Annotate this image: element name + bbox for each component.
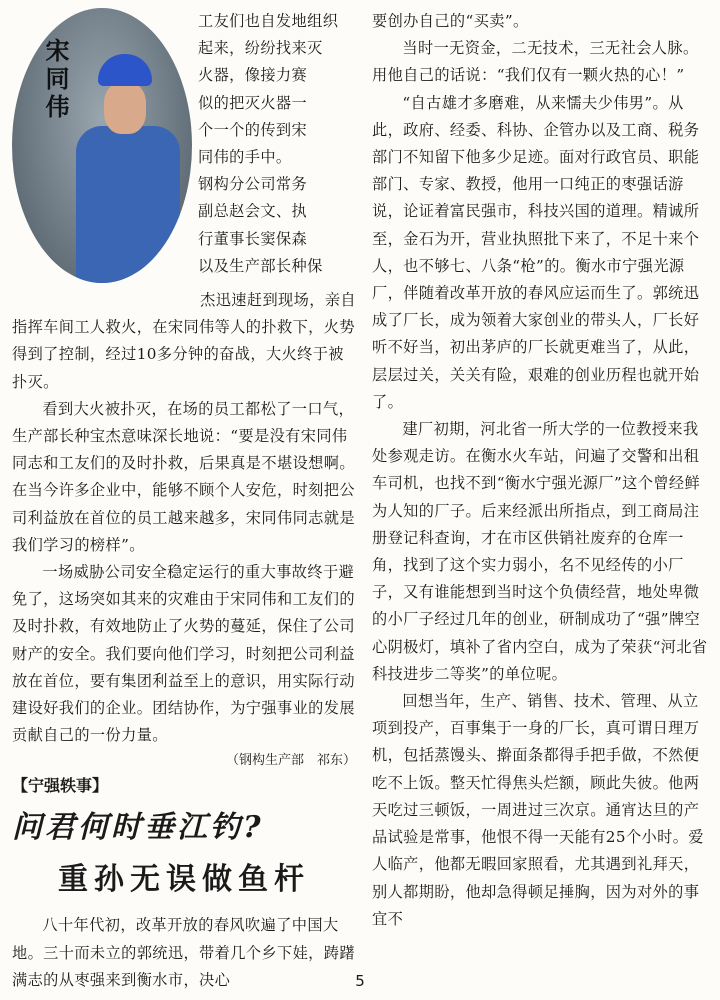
author-credit: （钢构生产部 祁东） xyxy=(225,753,356,769)
wrap-line: 杰迅速赶到现场，亲自 xyxy=(200,291,356,309)
paragraph: 八十年代初，改革开放的春风吹遍了中国大地。三十而未立的郭统迅，带着几个乡下娃，踌躇满志的从枣强来到衡水市，决心 xyxy=(12,916,355,989)
wrap-line: 起来，纷纷找来灭 xyxy=(198,39,323,58)
wrap-line: 火器，像接力赛 xyxy=(198,66,308,85)
right-column xyxy=(372,8,708,933)
paragraph: 一场威胁公司安全稳定运行的重大事故终于避免了，这场突如其来的灾难由于宋同伟和工友们的及时扑救，有效地防止了火势的蔓延，保住了公司财产的安全。我们要向他们学习，时刻把公司利益放在首位，要有集团利益至上的意识，用实际行动建设好我们的企业。团结协作，为宁强事业的发展贡献自己的一份力量。 xyxy=(12,563,355,745)
paragraph: 当时一无资金，二无技术，三无社会人脉。用他自己的话说：“我们仅有一颗火热的心！” xyxy=(372,39,699,85)
paragraph: “自古雄才多磨难，从来懦夫少伟男”。从此，政府、经委、科协、企管办以及工商、税务部门不知留下他多少足迹。面对行政官员、职能部门、专家、教授，他用一口纯正的枣强话游说，论证着富民强市，科技兴国的道理。精诚所至，金石为开，营业执照批下来了，不足十来个人，也不够七、八条“枪”的。衡水市宁强光源厂，伴随着改革开放的春风应运而生了。郭统迅成了厂长，成为领着大家创业的带头人，厂长好听不好当，初出茅庐的厂长就更难当了，从此，层层过关，关关有险，艰难的创业历程也就开始了。 xyxy=(372,93,700,411)
headline-line-1: 问君何时垂江钓? xyxy=(12,810,264,846)
wrap-line: 副总赵会文、执 xyxy=(198,202,308,221)
paragraph: 看到大火被扑灭，在场的员工都松了一口气，生产部长种宝杰意味深长地说：“要是没有宋同伟同志和工友们的及时扑救，后果真是不堪设想啊。在当今许多企业中，能够不顾个人安危，时刻把公司利益放在首位的员工越来越多，宋同伟同志就是我们学习的榜样”。 xyxy=(12,399,355,554)
wrap-line: 工友们也自发地组织 xyxy=(198,12,339,30)
left-column xyxy=(12,8,356,994)
worker-uniform xyxy=(76,126,180,283)
wrap-line: 个一个的传到宋 xyxy=(198,120,308,139)
paragraph: 要创办自己的“买卖”。 xyxy=(372,12,529,30)
paragraph: 指挥车间工人救火，在宋同伟等人的扑救下，火势得到了控制，经过10多分钟的奋战，大火终于被扑灭。 xyxy=(12,318,355,391)
hard-hat-icon xyxy=(98,54,152,86)
wrap-line: 似的把灭火器一 xyxy=(198,93,308,112)
wrap-line: 以及生产部长种保 xyxy=(198,256,323,275)
column-tag: 【宁强轶事】 xyxy=(12,776,109,796)
wrap-line: 行董事长窦保森 xyxy=(198,229,308,248)
portrait-photo xyxy=(12,8,192,283)
headline-line-2: 重孙无误做鱼杆 xyxy=(58,862,310,898)
photo-name-label: 宋同伟 xyxy=(41,38,70,122)
paragraph: 建厂初期，河北省一所大学的一位教授来我处参观走访。在衡水火车站，问遍了交警和出租车司机，也找不到“衡水宁强光源厂”这个曾经鲜为人知的厂子。后来经派出所指点，到工商局注册登记科查询，才在市区供销社废弃的仓库一角，找到了这个实力弱小，名不见经传的小厂子，又有谁能想到当时这个负债经营，地处卑微的小厂子经过几年的创业，研制成功了“强”牌空心阴极灯，填补了省内空白，成为了荣获“河北省科技进步二等奖”的单位呢。 xyxy=(372,420,708,683)
wrap-line: 钢构分公司常务 xyxy=(198,175,308,194)
page-number: 5 xyxy=(355,972,365,990)
paragraph: 回想当年，生产、销售、技术、管理、从立项到投产，百事集于一身的厂长，真可谓日理万机，包括蒸馒头、擀面条都得手把手做，不然便吃不上饭。整天忙得焦头烂额，顾此失彼。他两天吃过三顿饭，一周进过三次京。通宵达旦的产品试验是常事，他恨不得一天能有25个小时。爱人临产，他都无暇回家照看，尤其遇到礼拜天，别人都期盼，他却急得顿足捶胸，因为对外的事宜不 xyxy=(372,692,704,928)
worker-face xyxy=(104,82,146,134)
wrap-line: 同伟的手中。 xyxy=(198,148,292,167)
